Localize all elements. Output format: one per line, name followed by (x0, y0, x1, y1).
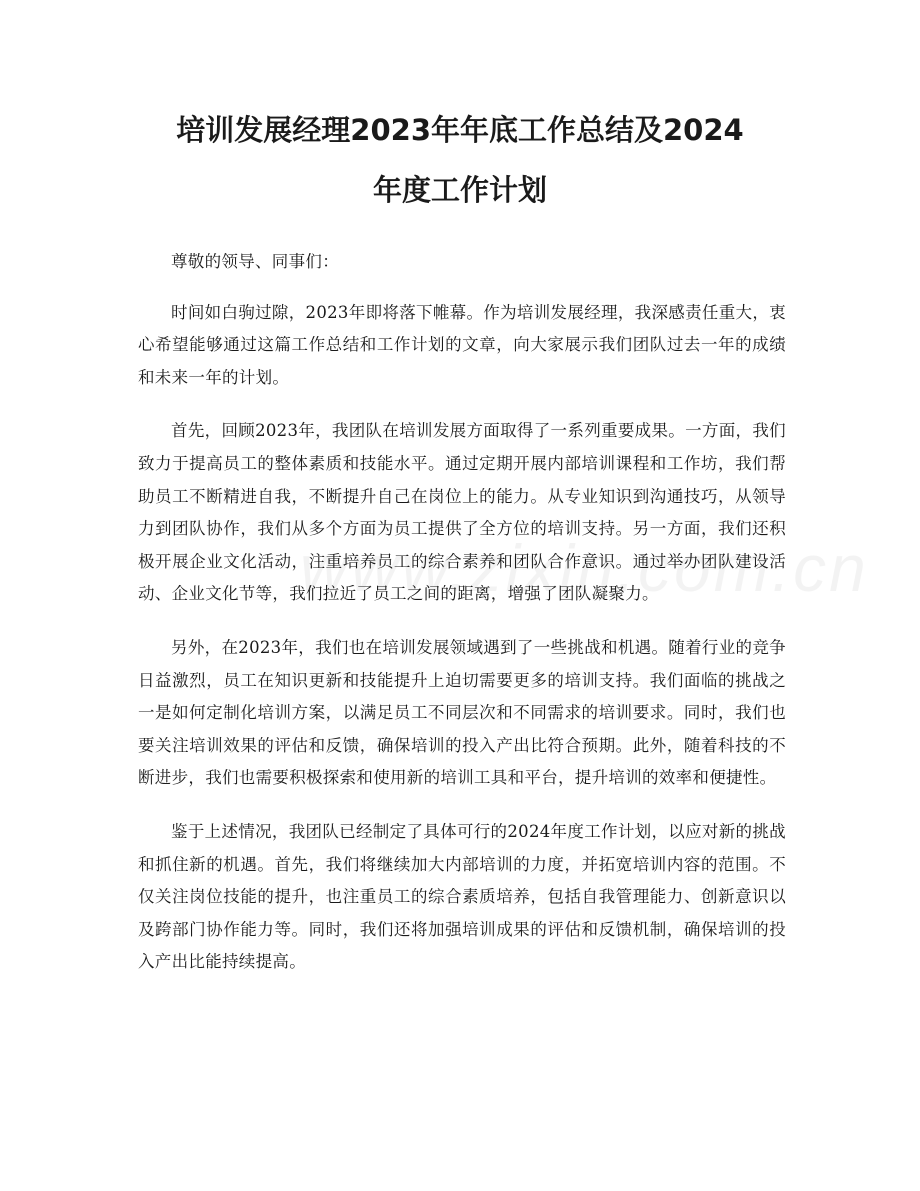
document-title-line-2: 年度工作计划 (372, 173, 547, 207)
document-title-line-1: 培训发展经理2023年年底工作总结及2024 (176, 113, 744, 147)
paragraph: 鉴于上述情况，我团队已经制定了具体可行的2024年度工作计划，以应对新的挑战和抓住新的机遇。首先，我们将继续加大内部培训的力度，并拓宽培训内容的范围。不仅关注岗位技能的提升，也注重员工的综合素质培养，包括自我管理能力、创新意识以及跨部门协作能力等。同时，我们还将加强培训成果的评估和反馈机制，确保培训的投入产出比能持续提高。 (138, 821, 786, 972)
document-body (138, 246, 786, 1000)
paragraph: 另外，在2023年，我们也在培训发展领域遇到了一些挑战和机遇。随着行业的竞争日益激烈，员工在知识更新和技能提升上迫切需要更多的培训支持。我们面临的挑战之一是如何定制化培训方案，以满足员工不同层次和不同需求的培训要求。同时，我们也要关注培训效果的评估和反馈，确保培训的投入产出比符合预期。此外，随着科技的不断进步，我们也需要积极探索和使用新的培训工具和平台，提升培训的效率和便捷性。 (138, 637, 786, 788)
paragraph: 首先，回顾2023年，我团队在培训发展方面取得了一系列重要成果。一方面，我们致力于提高员工的整体素质和技能水平。通过定期开展内部培训课程和工作坊，我们帮助员工不断精进自我，不断提升自己在岗位上的能力。从专业知识到沟通技巧，从领导力到团队协作，我们从多个方面为员工提供了全方位的培训支持。另一方面，我们还积极开展企业文化活动，注重培养员工的综合素养和团队合作意识。通过举办团队建设活动、企业文化节等，我们拉近了员工之间的距离，增强了团队凝聚力。 (138, 421, 786, 604)
greeting: 尊敬的领导、同事们： (171, 252, 339, 271)
paragraph: 时间如白驹过隙，2023年即将落下帷幕。作为培训发展经理，我深感责任重大，衷心希望能够通过这篇工作总结和工作计划的文章，向大家展示我们团队过去一年的成绩和未来一年的计划。 (138, 302, 786, 387)
document-title (100, 100, 820, 220)
